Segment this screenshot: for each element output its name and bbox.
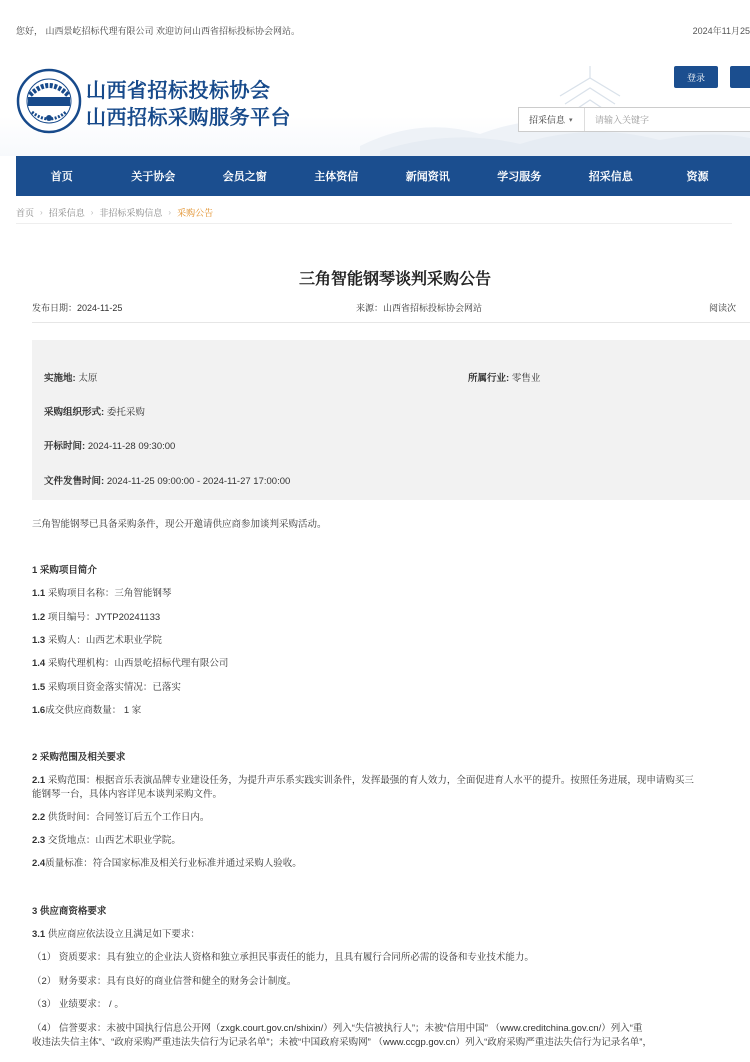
chevron-right-icon: › [40,208,43,217]
publish-date: 发布日期：2024-11-25 [32,303,123,313]
breadcrumb-procurement[interactable]: 招采信息 [48,208,85,218]
read-count: 阅读次 [709,303,737,313]
item-2-3: 2.3 交货地点：山西艺术职业学院。 [32,835,181,846]
current-date: 2024年11月25 [692,26,750,36]
req-performance: （3） 业绩要求： / 。 [32,999,124,1010]
item-2-2: 2.2 供货时间：合同签订后五个工作日内。 [32,812,210,823]
breadcrumb-current: 采购公告 [177,208,214,218]
item-2-1: 2.1 采购范围：根据音乐表演品牌专业建设任务，为提升声乐系实践实训条件，发挥最强的育人效力，全面促进育人水平的提升。按照任务进展，现申请购买三 [32,775,694,786]
info-doc-sale-time: 文件发售时间: 2024-11-25 09:00:00 - 2024-11-27 17:00:00 [44,476,291,487]
item-2-1-cont: 能钢琴一台，具体内容详见本谈判采购文件。 [32,789,223,800]
login-button[interactable]: 登录 [674,66,718,88]
item-3-1: 3.1 供应商应依法设立且满足如下要求： [32,929,200,940]
search-category-label: 招采信息 [529,115,566,125]
item-1-2: 1.2 项目编号：JYTP20241133 [32,612,161,623]
nav-news[interactable]: 新闻资讯 [405,171,450,183]
item-1-5: 1.5 采购项目资金落实情况：已落实 [32,682,181,693]
register-button[interactable] [730,66,750,88]
association-logo-icon [16,68,82,134]
search-input[interactable]: 请输入关键字 [595,115,650,125]
welcome-text: 您好， 山西景屹招标代理有限公司 欢迎访问山西省招标投标协会网站。 [16,26,301,36]
info-industry: 所属行业: 零售业 [468,373,541,384]
section-3-title: 3 供应商资格要求 [32,906,107,917]
nav-members[interactable]: 会员之窗 [222,171,267,183]
info-open-time: 开标时间: 2024-11-28 09:30:00 [44,441,176,452]
site-header [0,56,750,156]
article-source: 来源：山西省招标投标协会网站 [356,303,483,313]
section-2-title: 2 采购范围及相关要求 [32,752,126,763]
divider [32,322,750,323]
chevron-right-icon: › [90,208,94,217]
req-finance: （2） 财务要求：具有良好的商业信誉和健全的财务会计制度。 [32,976,297,987]
search-box [518,107,750,132]
nav-home[interactable]: 首页 [50,171,73,183]
breadcrumb-home[interactable]: 首页 [16,208,35,218]
item-2-4: 2.4质量标准：符合国家标准及相关行业标准并通过采购人验收。 [32,858,302,869]
nav-about[interactable]: 关于协会 [131,171,176,183]
req-qualification: （1） 资质要求：具有独立的企业法人资格和独立承担民事责任的能力，且具有履行合同所必需的设备和专业技术能力。 [32,952,534,963]
intro-text: 三角智能钢琴已具备采购条件，现公开邀请供应商参加谈判采购活动。 [32,519,327,530]
top-bar [0,0,750,56]
main-nav [16,156,750,196]
chevron-down-icon: ▾ [569,116,573,124]
req-credit-cont: 收违法失信主体”、“政府采购严重违法失信行为记录名单”；未被“中国政府采购网” （www.ccgp.gov.cn）列入“政府采购严重违法失信行为记录名单”， [32,1037,652,1048]
item-1-6: 1.6成交供应商数量： 1 家 [32,705,142,716]
item-1-1: 1.1 采购项目名称：三角智能钢琴 [32,588,172,599]
nav-procurement[interactable]: 招采信息 [588,171,633,183]
page-title: 三角智能钢琴谈判采购公告 [298,271,491,288]
site-title-line1: 山西省招标投标协会 [86,78,271,102]
section-1-title: 1 采购项目简介 [32,565,97,576]
nav-learning[interactable]: 学习服务 [497,171,542,183]
info-location: 实施地: 太原 [44,373,98,384]
article-meta [32,301,750,315]
search-category-select[interactable] [519,108,585,131]
chevron-right-icon: › [168,208,172,217]
breadcrumb [16,202,732,224]
item-1-4: 1.4 采购代理机构：山西景屹招标代理有限公司 [32,658,229,669]
req-credit: （4） 信誉要求：未被中国执行信息公开网（zxgk.court.gov.cn/shixin/）列入“失信被执行人”；未被“信用中国” （www.creditchina.gov.cn/）列入“重 [32,1023,643,1034]
project-info-box [32,340,750,500]
nav-credit[interactable]: 主体资信 [314,171,359,183]
nav-resources[interactable]: 资源 [686,171,709,183]
site-title-line2: 山西招标采购服务平台 [86,105,291,129]
info-org-form: 采购组织形式: 委托采购 [44,407,145,418]
item-1-3: 1.3 采购人：山西艺术职业学院 [32,635,162,646]
breadcrumb-non-tender[interactable]: 非招标采购信息 [99,208,163,218]
